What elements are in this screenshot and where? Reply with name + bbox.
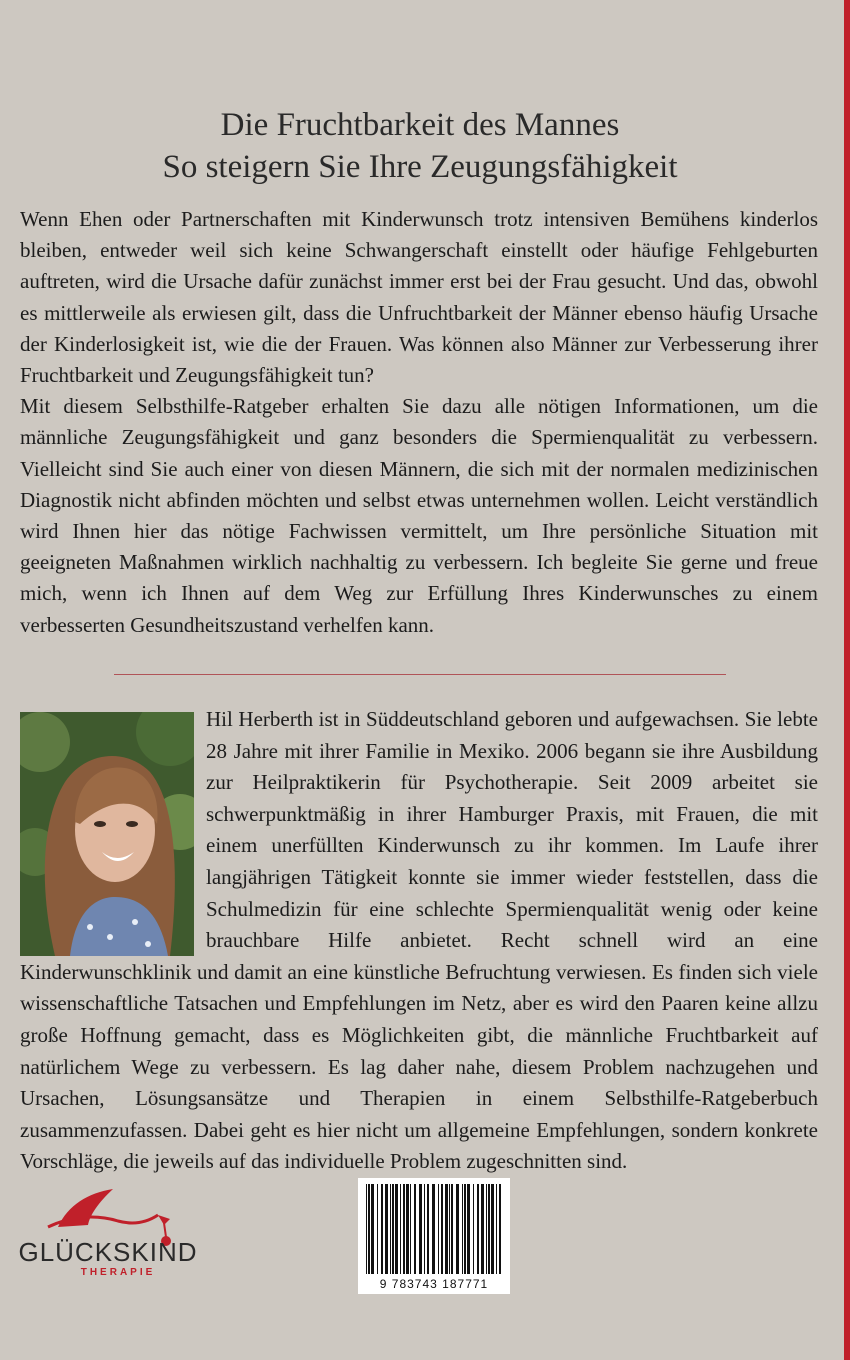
barcode-bars [358,1178,510,1278]
publisher-subtext: THERAPIE [80,1267,156,1278]
publisher-logo [18,1185,198,1285]
barcode-bar [486,1184,487,1274]
book-subtitle: So steigern Sie Ihre Zeugungsfähigkeit [162,149,678,185]
barcode-bar [456,1184,459,1274]
barcode-bar [427,1184,429,1274]
barcode-bar [410,1184,411,1274]
cover-edge-stripe [844,0,850,1360]
barcode-bar [395,1184,398,1274]
isbn-number: 9 783743 187771 [379,1277,489,1291]
barcode-bar [462,1184,463,1274]
barcode-bar [445,1184,448,1274]
barcode-bar [467,1184,470,1274]
barcode-bar [392,1184,394,1274]
barcode-bar [400,1184,401,1274]
barcode-bar [491,1184,494,1274]
author-bio: Hil Herberth ist in Süddeutschland geboren und aufgewachsen. Sie lebte 28 Jahre mit ihrer Familie in Mexiko. 2006 begann sie ihre Ausbildung zur Heilpraktikerin für Psychotherapie. Seit 2009 arbeitet sie schwerpunktmäßig in ihrer Hamburger Praxis, mit Frauen, die mit einem unerfüllten Kinderwunsch zu ihr kommen. Im Laufe ihrer langjährigen Tätigkeit konnte sie immer wieder feststellen, dass die Schulmedizin für eine schlechte Spermienqualität wenig oder keine brauchbare Hilfe anbietet. Recht schnell wird an eine Kinderwunschklinik und damit an eine künstliche Befruchtung verwiesen. Es finden sich viele wissenschaftliche Tatsachen und Empfehlungen im Netz, aber es wird den Paaren keine allzu große Hoffnung gemacht, dass es Möglichkeiten gibt, die männliche Fruchtbarkeit auf natürlichem Wege zu verbessern. Es lag daher nahe, diesem Problem nachzugehen und Ursachen, Lösungsansätze und Therapien in einem Selbsthilfe-Ratgeberbuch zusammenzufassen. Dabei geht es hier nicht um allgemeine Empfehlungen, sondern konkrete Vorschläge, die jeweils auf das individuelle Problem zugeschnitten sind. [20,707,818,1174]
barcode-bar [414,1184,416,1274]
barcode-bar [496,1184,497,1274]
blurb-paragraph-2: Mit diesem Selbsthilfe-Ratgeber erhalten Sie dazu alle nötigen Informationen, um die männliche Zeugungsfähigkeit und ganz besonders die Spermienqualität zu verbessern. Vielleicht sind Sie auch einer von diesen Männern, die sich mit der normalen medizinischen Diagnostik nicht abfinden möchten und selbst etwas unternehmen wollen. Leicht verständlich wird Ihnen hier das nötige Fachwissen vermittelt, um Ihre persönliche Situation mit geeigneten Maßnahmen wirklich nachhaltig zu verbessern. Ich begleite Sie gerne und freue mich, wenn ich Ihnen auf dem Weg zur Erfüllung Ihres Kinderwunsches zu einem verbesserten Gesundheitszustand verhelfen kann. [20,394,818,637]
barcode-bar [377,1184,378,1274]
barcode-bar [403,1184,405,1274]
barcode-bar [406,1184,409,1274]
barcode-bar [424,1184,425,1274]
isbn-barcode [358,1178,510,1294]
book-title [0,104,840,188]
barcode-bar [477,1184,479,1274]
author-photo [20,712,194,956]
section-divider [114,674,726,675]
barcode-bar [449,1184,450,1274]
author-section [20,704,818,1178]
barcode-bar [371,1184,374,1274]
barcode-bar [385,1184,388,1274]
barcode-bar [390,1184,391,1274]
barcode-bar [441,1184,443,1274]
barcode-bar [366,1184,367,1274]
book-title-main: Die Fruchtbarkeit des Mannes [220,107,620,143]
barcode-bar [488,1184,490,1274]
barcode-bar [381,1184,383,1274]
book-blurb [20,204,818,641]
barcode-bar [419,1184,422,1274]
barcode-bar [451,1184,453,1274]
barcode-bar [481,1184,484,1274]
barcode-bar [473,1184,474,1274]
barcode-bar [464,1184,466,1274]
barcode-bar [432,1184,435,1274]
publisher-name: GLÜCKSKIND [18,1237,198,1267]
barcode-bar [499,1184,501,1274]
barcode-bar [438,1184,439,1274]
blurb-paragraph-1: Wenn Ehen oder Partnerschaften mit Kinderwunsch trotz intensiven Bemühens kinderlos bleiben, entweder weil sich keine Schwangerschaft einstellt oder häufige Fehlgeburten auftreten, wird die Ursache dafür zunächst immer erst bei der Frau gesucht. Und das, obwohl es mittlerweile als erwiesen gilt, dass die Unfruchtbarkeit der Männer ebenso häufig Ursache der Kinderlosigkeit ist, wie die der Frauen. Was können also Männer zur Verbesserung ihrer Fruchtbarkeit und Zeugungsfähigkeit tun? [20,207,818,388]
barcode-bar [368,1184,370,1274]
